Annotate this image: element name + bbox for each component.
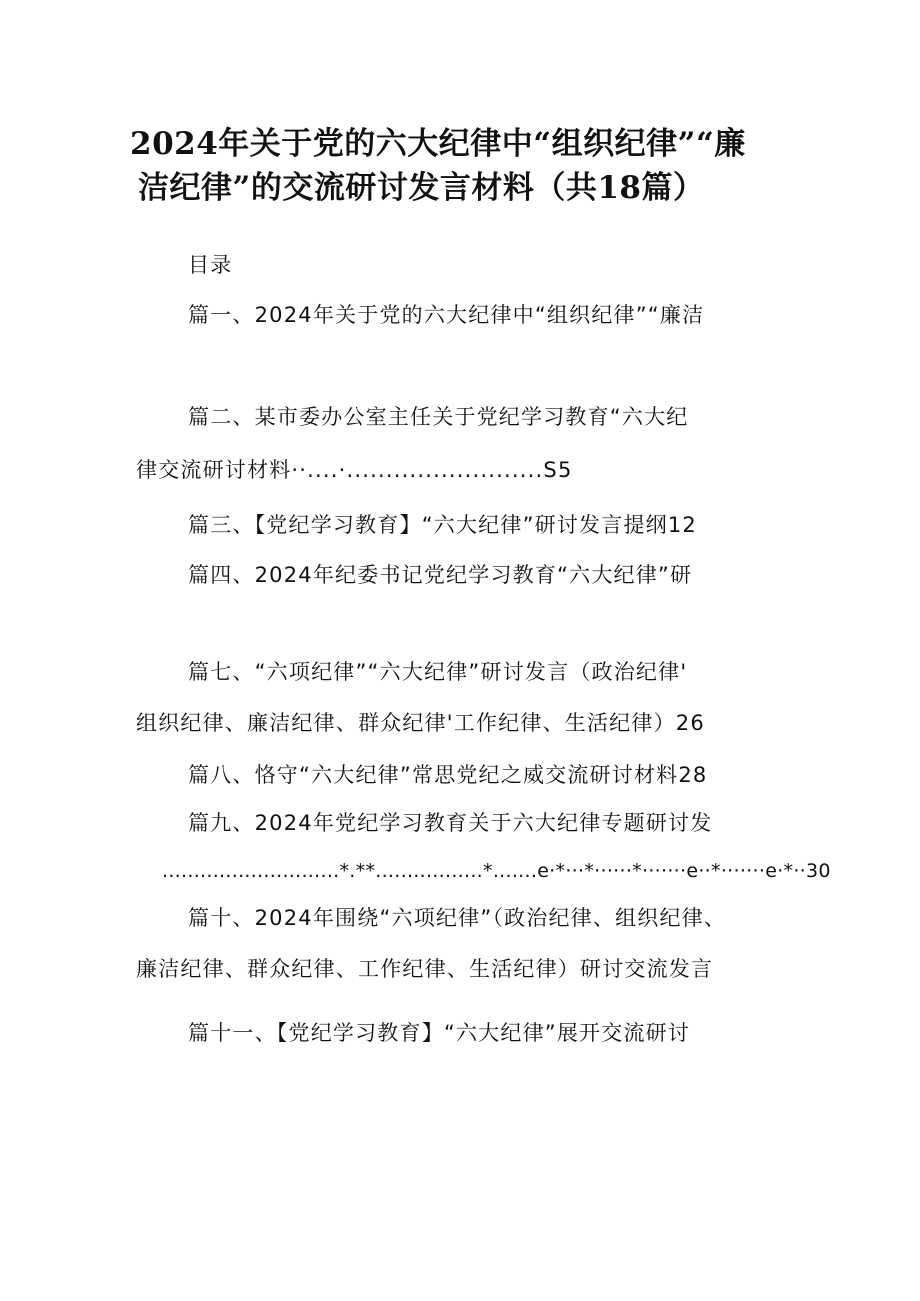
toc-entry-7: 篇七、“六项纪律”“六大纪律”研讨发言（政治纪律' (188, 660, 688, 684)
toc-entry-10-continued: 廉洁纪律、群众纪律、工作纪律、生活纪律）研讨交流发言 (136, 957, 714, 981)
toc-entry-1: 篇一、2024年关于党的六大纪律中“组织纪律”“廉洁 (188, 303, 705, 327)
toc-entry-11: 篇十一、【党纪学习教育】“六大纪律”展开交流研讨 (188, 1021, 691, 1045)
toc-entry-2: 篇二、某市委办公室主任关于党纪学习教育“六大纪 (188, 405, 689, 429)
document-title-line-1: 2024年关于党的六大纪律中“组织纪律”“廉 (130, 126, 746, 162)
toc-entry-8: 篇八、恪守“六大纪律”常思党纪之威交流研讨材料28 (188, 763, 708, 787)
toc-entry-3: 篇三、【党纪学习教育】“六大纪律”研讨发言提纲12 (188, 513, 697, 537)
toc-entry-7-continued: 组织纪律、廉洁纪律、群众纪律'工作纪律、生活纪律）26 (136, 711, 705, 735)
document-title-line-2: 洁纪律”的交流研讨发言材料（共18篇） (138, 170, 705, 206)
toc-heading: 目录 (188, 253, 233, 277)
toc-entry-9: 篇九、2024年党纪学习教育关于六大纪律专题研讨发 (188, 811, 713, 835)
toc-entry-4: 篇四、2024年纪委书记党纪学习教育“六大纪律”研 (188, 563, 693, 587)
toc-entry-2-continued: 律交流研讨材料··....·.........................S5 (136, 458, 573, 482)
toc-entry-9-leader: ............................*.**.................*.......e·*···*······*·······e··*·······e·*··30 (162, 860, 831, 882)
toc-entry-10: 篇十、2024年围绕“六项纪律”（政治纪律、组织纪律、 (188, 906, 727, 930)
